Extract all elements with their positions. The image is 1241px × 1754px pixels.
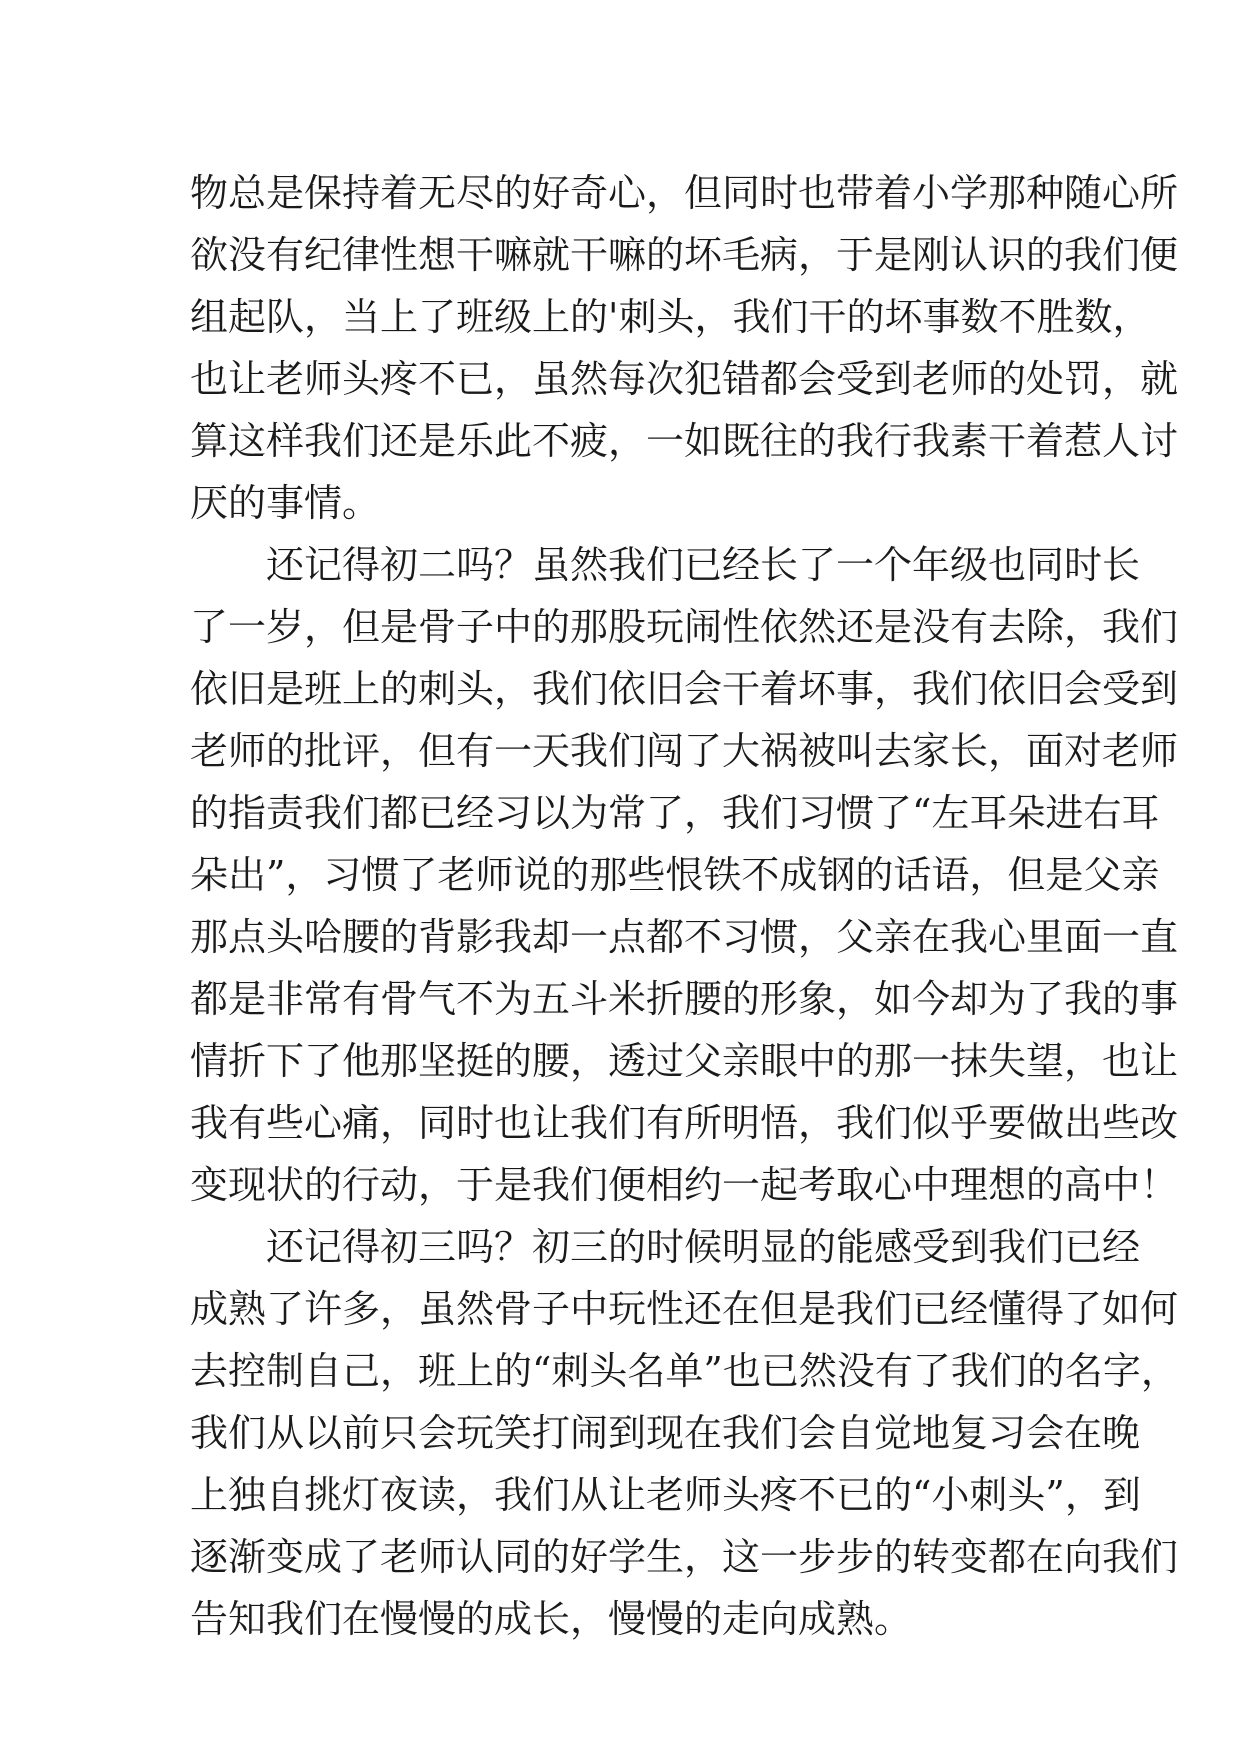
text-line: 成熟了许多，虽然骨子中玩性还在但是我们已经懂得了如何 [190,1287,1179,1331]
document-body [190,162,1179,1650]
text-line: 了一岁，但是骨子中的那股玩闹性依然还是没有去除，我们 [190,605,1179,649]
text-line: 还记得初二吗？虽然我们已经长了一个年级也同时长 [266,543,1141,587]
text-line: 那点头哈腰的背影我却一点都不习惯，父亲在我心里面一直 [190,915,1179,959]
text-line: 厌的事情。 [190,481,381,525]
text-line: 老师的批评，但有一天我们闯了大祸被叫去家长，面对老师 [190,729,1179,773]
paragraph-3 [190,1216,1179,1650]
text-line: 的指责我们都已经习以为常了，我们习惯了“左耳朵进右耳 [190,791,1160,835]
text-line: 变现状的行动，于是我们便相约一起考取心中理想的高中！ [190,1163,1179,1207]
text-line: 组起队，当上了班级上的'刺头，我们干的坏事数不胜数， [190,295,1151,339]
text-line: 去控制自己，班上的“刺头名单”也已然没有了我们的名字， [190,1349,1179,1393]
paragraph-2 [190,534,1179,1216]
paragraph-1 [190,162,1179,534]
text-line: 上独自挑灯夜读，我们从让老师头疼不已的“小刺头”，到 [190,1473,1141,1517]
text-line: 我们从以前只会玩笑打闹到现在我们会自觉地复习会在晚 [190,1411,1141,1455]
text-line: 算这样我们还是乐此不疲，一如既往的我行我素干着惹人讨 [190,419,1179,463]
text-line: 朵出”，习惯了老师说的那些恨铁不成钢的话语，但是父亲 [190,853,1160,897]
text-line: 还记得初三吗？初三的时候明显的能感受到我们已经 [266,1225,1141,1269]
text-line: 情折下了他那坚挺的腰，透过父亲眼中的那一抹失望，也让 [190,1039,1179,1083]
text-line: 也让老师头疼不已，虽然每次犯错都会受到老师的处罚，就 [190,357,1179,401]
text-line: 欲没有纪律性想干嘛就干嘛的坏毛病，于是刚认识的我们便 [190,233,1179,277]
text-line: 物总是保持着无尽的好奇心，但同时也带着小学那种随心所 [190,171,1179,215]
text-line: 逐渐变成了老师认同的好学生，这一步步的转变都在向我们 [190,1535,1179,1579]
text-line: 都是非常有骨气不为五斗米折腰的形象，如今却为了我的事 [190,977,1179,1021]
text-line: 依旧是班上的刺头，我们依旧会干着坏事，我们依旧会受到 [190,667,1179,711]
text-line: 我有些心痛，同时也让我们有所明悟，我们似乎要做出些改 [190,1101,1179,1145]
text-line: 告知我们在慢慢的成长，慢慢的走向成熟。 [190,1597,913,1641]
